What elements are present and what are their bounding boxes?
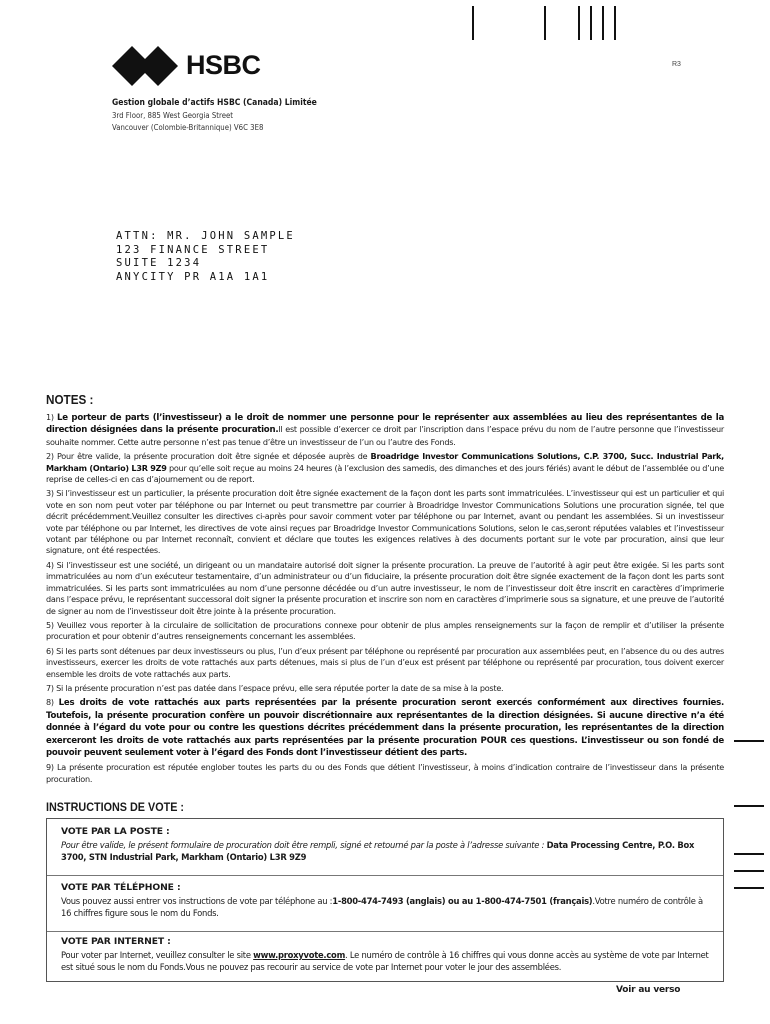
vote-by-phone-heading: VOTE PAR TÉLÉPHONE : — [61, 882, 181, 893]
mail-instructions: Pour être valide, le présent formulaire de procuration doit être rempli, signé et retourné par la poste à l’adresse suivante : — [61, 840, 547, 850]
barcode-mark — [602, 6, 604, 40]
hsbc-hexagon-icon — [112, 46, 178, 86]
vote-by-internet-text — [61, 949, 709, 973]
phone-control-number-note: .Votre numéro de contrôle à 16 chiffres figure sous le nom du Fonds. — [61, 896, 703, 918]
note-item: 5) Veuillez vous reporter à la circulaire de sollicitation de procurations connexe pour obtenir de plus amples renseignements sur la façon de remplir et d’utiliser la présente procuration et pour obtenir d’autres renseignements concernant les assemblées. — [46, 619, 724, 642]
company-address-line: Vancouver (Colombie-Britannique) V6C 3E8 — [112, 122, 264, 132]
barcode-mark — [590, 6, 592, 40]
note-item — [46, 451, 724, 485]
voting-instructions-heading: INSTRUCTIONS DE VOTE : — [46, 800, 185, 814]
note-item: 9) La présente procuration est réputée englober toutes les parts du ou des Fonds que détient l’investisseur, à moins d’indication contraire de l’investisseur dans la présente procuration. — [46, 762, 724, 784]
brand-wordmark: HSBC — [186, 50, 261, 80]
hsbc-logo — [112, 46, 261, 86]
voting-instructions-box — [46, 818, 724, 982]
timing-mark — [734, 853, 764, 855]
note-text: Il est possible d’exercer ce droit par l’inscription dans l’espace prévu du nom de l’autre personne que l’investisseur souhaite nommer. Cette autre personne n’est pas tenue d’être un investisseur de l’un ou l’autre des Fonds. — [46, 424, 724, 447]
vote-by-mail-heading: VOTE PAR LA POSTE : — [61, 826, 170, 837]
vote-by-internet-section — [47, 931, 723, 983]
timing-mark — [734, 887, 764, 889]
note-item — [46, 412, 724, 448]
vote-by-phone-section — [47, 875, 723, 931]
notes-list — [46, 412, 724, 788]
recipient-line: SUITE 1234 — [116, 257, 202, 269]
mail-address: Data Processing Centre, P.O. Box 3700, STN Industrial Park, Markham (Ontario) L3R 9Z9 — [61, 840, 695, 862]
note-text: pour qu’elle soit reçue au moins 24 heures (à l’exclusion des samedis, des dimanches et des jours fériés) avant le début de l’assemblée ou d’une reprise de celles-ci en cas d’ajournement ou de report. — [46, 462, 724, 485]
note-emphasis: Broadridge Investor Communications Solutions, C.P. 3700, Succ. Industrial Park, Markham (Ontario) L3R 9Z9 — [46, 451, 724, 473]
sender-address — [112, 97, 353, 133]
note-number: 8) — [46, 697, 54, 708]
note-text: 2) Pour être valide, la présente procuration doit être signée et déposée auprès de — [46, 451, 371, 462]
timing-mark — [734, 740, 764, 742]
internet-control-number-note: . Le numéro de contrôle à 16 chiffres qui vous donne accès au système de vote par Internet est situé sous le nom du Fonds.Vous ne pouvez pas recourir au service de vote par Internet pour voter le jour des assemblées. — [61, 950, 709, 972]
vote-by-mail-section — [47, 819, 723, 875]
form-code: R3 — [672, 61, 681, 68]
see-reverse-label: Voir au verso — [616, 985, 681, 995]
timing-mark — [734, 870, 764, 872]
recipient-line: ANYCITY PR A1A 1A1 — [116, 270, 270, 283]
timing-mark — [734, 805, 764, 807]
internet-instructions: Pour voter par Internet, veuillez consulter le site — [61, 950, 254, 960]
note-emphasis: Les droits de vote rattachés aux parts représentées par la présente procuration seront exercés conformément aux directives fournies. Toutefois, la présente procuration confère un pouvoir discrétionnaire aux représentantes de la direction désignées. Si aucune directive n’a été donnée à l’égard du vote pour ou contre les questions décrites précédemment dans la présente procuration, les représentantes de la direction exerceront les droits de vote rattachés aux parts représentées par la présente procuration POUR ces questions. L’investisseur ou son fondé de pouvoir peuvent seulement voter à l’égard des Fonds dont l’investisseur détient des parts. — [46, 698, 724, 758]
company-address-line: 3rd Floor, 885 West Georgia Street — [112, 110, 234, 120]
note-item — [46, 697, 724, 759]
note-item: 6) Si les parts sont détenues par deux investisseurs ou plus, l’un d’eux présent par téléphone ou représenté par procuration aux assemblées peut, en l’absence du ou des autres investisseurs, exercer les droits de vote rattachés aux parts détenues, mais si plus de l’un d’eux est présent par téléphone ou représenté par procuration, tous doivent exercer ensemble les droits de vote rattachés aux parts. — [46, 645, 724, 679]
vote-by-mail-text — [61, 839, 709, 863]
note-emphasis: Le porteur de parts (l’investisseur) a le droit de nommer une personne pour le représenter aux assemblées au lieu des représentantes de la direction désignées dans la présente procuration. — [46, 413, 724, 436]
proxyvote-link[interactable]: www.proxyvote.com — [253, 950, 346, 960]
note-number: 1) — [46, 412, 54, 422]
phone-instructions: Vous pouvez aussi entrer vos instructions de vote par téléphone au : — [61, 896, 333, 906]
recipient-line: ATTN: MR. JOHN SAMPLE — [116, 230, 295, 242]
notes-heading: NOTES : — [46, 392, 94, 407]
vote-by-internet-heading: VOTE PAR INTERNET : — [61, 936, 171, 947]
barcode-mark — [544, 6, 546, 40]
phone-numbers[interactable]: 1-800-474-7493 (anglais) ou au 1-800-474-7501 (français) — [332, 896, 593, 906]
barcode-mark — [614, 6, 616, 40]
barcode-mark — [578, 6, 580, 40]
note-item: 4) Si l’investisseur est une société, un dirigeant ou un mandataire autorisé doit signer la présente procuration. La preuve de l’autorité à agir peut être exigée. Si les parts sont immatriculées au nom d’un exécuteur testamentaire, d’un administrateur ou d’un fiduciaire, la présente procuration doit être signée exactement de la façon dont les parts sont immatriculées. Si les parts sont immatriculées au nom d’une personne décédée ou d’un autre investisseur, le nom de l’investisseur doit être inscrit en caractères d’imprimerie dans l’espace prévu, le représentant successoral doit signer la présente procuration et inscrire son nom en caractères d’imprimerie sous sa signature, et une preuve de l’autorité de signer au nom de l’investisseur doit être jointe à la présente procuration. — [46, 559, 724, 616]
note-item: 7) Si la présente procuration n’est pas datée dans l’espace prévu, elle sera réputée porter la date de sa mise à la poste. — [46, 682, 504, 693]
barcode-mark — [472, 6, 474, 40]
recipient-address — [116, 230, 295, 284]
recipient-line: 123 FINANCE STREET — [116, 243, 270, 256]
vote-by-phone-text — [61, 895, 709, 919]
company-name: Gestion globale d’actifs HSBC (Canada) Limitée — [112, 98, 317, 108]
note-item: 3) Si l’investisseur est un particulier, la présente procuration doit être signée exactement de la façon dont les parts sont immatriculées. L’investisseur qui est un particulier et qui vote en son nom peut voter par téléphone ou par Internet ou peut transmettre par courrier à Broadridge Investor Communications Solutions une procuration signée, tel que décrit précédemment.Veuillez consulter les directives ci-après pour savoir comment voter par téléphone ou par Internet, avant ou pendant les assemblées. Si un investisseur vote par téléphone ou par Internet, les directives de vote ainsi reçues par Broadridge Investor Communications Solutions, selon le cas,seront réputées valables et l’investisseur votant par téléphone ou par Internet reconnaît, convient et déclare que toutes les exigences relatives à des documents portant sur le vote par procuration, ainsi que leur signature, ont été respectées. — [46, 488, 724, 556]
